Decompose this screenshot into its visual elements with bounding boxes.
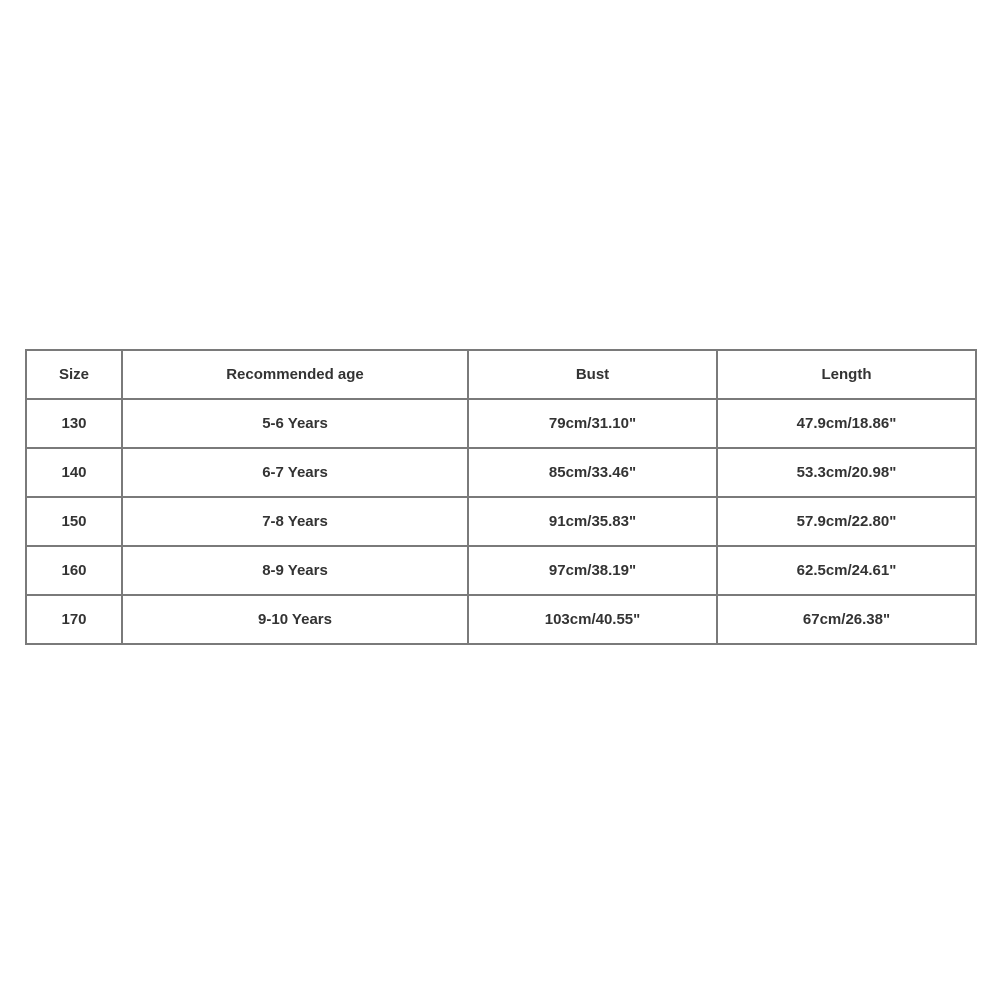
header-length: Length <box>717 350 976 399</box>
header-size: Size <box>26 350 122 399</box>
cell-bust: 79cm/31.10" <box>468 399 717 448</box>
table-row <box>26 448 976 497</box>
cell-recommended-age: 5-6 Years <box>122 399 468 448</box>
cell-recommended-age: 6-7 Years <box>122 448 468 497</box>
cell-size: 170 <box>26 595 122 644</box>
header-bust: Bust <box>468 350 717 399</box>
cell-bust: 91cm/35.83" <box>468 497 717 546</box>
cell-recommended-age: 7-8 Years <box>122 497 468 546</box>
cell-size: 150 <box>26 497 122 546</box>
cell-length: 57.9cm/22.80" <box>717 497 976 546</box>
cell-bust: 97cm/38.19" <box>468 546 717 595</box>
table-row <box>26 399 976 448</box>
header-row <box>26 350 976 399</box>
cell-size: 130 <box>26 399 122 448</box>
cell-bust: 103cm/40.55" <box>468 595 717 644</box>
cell-length: 67cm/26.38" <box>717 595 976 644</box>
table-row <box>26 595 976 644</box>
cell-bust: 85cm/33.46" <box>468 448 717 497</box>
cell-size: 140 <box>26 448 122 497</box>
size-chart-table <box>25 349 977 645</box>
table-row <box>26 497 976 546</box>
cell-recommended-age: 9-10 Years <box>122 595 468 644</box>
header-recommended-age: Recommended age <box>122 350 468 399</box>
cell-size: 160 <box>26 546 122 595</box>
table-row <box>26 546 976 595</box>
cell-length: 53.3cm/20.98" <box>717 448 976 497</box>
cell-length: 62.5cm/24.61" <box>717 546 976 595</box>
cell-length: 47.9cm/18.86" <box>717 399 976 448</box>
cell-recommended-age: 8-9 Years <box>122 546 468 595</box>
